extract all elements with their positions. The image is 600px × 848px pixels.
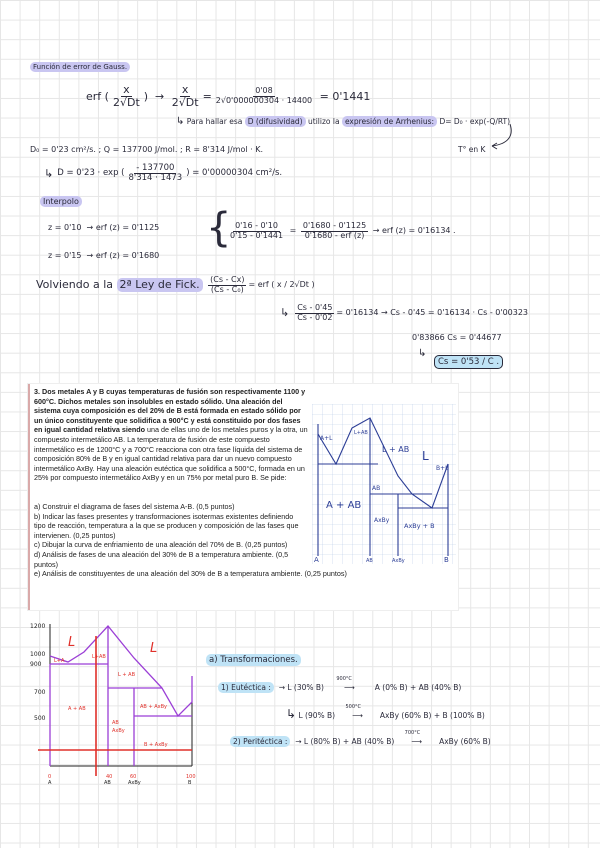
down-arrow: ↳ [418, 348, 427, 359]
pd-x-b: B [444, 556, 449, 564]
problem-number: 3. [34, 387, 40, 396]
fick-sub-fraction: $\frac{Cs - 0'45}{Cs - 0'02}$ [297, 303, 333, 322]
eutectic-label: 1) Eutéctica : [218, 682, 274, 693]
pd-ab-l: L+AB [354, 430, 368, 436]
problem-text [34, 387, 309, 483]
final-answer: Cs = 0'53 / C . [434, 358, 503, 367]
pd-axby: AxBy [374, 517, 390, 524]
region-a-ab: A + AB [68, 706, 86, 712]
problem-text-bold: Dos metales A y B cuyas temperaturas de fusión son respectivamente 1100 y 600°C. Dichos metales son insolubles en estado sólido. Una aleación del sistema cuya composición es del 20% de B está formada en estado sólido por un único constituyente que solidifica a 900°C y está constituido por dos fases en igual cantidad relativa siendo [34, 387, 306, 435]
pd-ab: AB [372, 485, 381, 492]
region-l-a: L+A [54, 658, 65, 664]
question-b: b) Indicar las fases presentes y transformaciones isotermas existentes definiendo tipo de reacción, temperatura a la que se producen y composición de las fases que intervienen. (0,25 puntos) [34, 511, 299, 540]
highlight-fick: 2ª Ley de Fick. [117, 278, 203, 292]
x-name-b: B [188, 780, 192, 786]
pd-liquid: L [422, 449, 429, 463]
calc-fraction: $\frac{- 137700}{8'314 \cdot 1473}$ [128, 163, 183, 184]
constants-line: D₀ = 0'23 cm²/s. ; Q = 137700 J/mol. ; R = 8'314 J/mol · K. [30, 145, 264, 154]
transformation-peritectic: 2) Peritéctica : → L (80% B) + AB (40% B) 700°C ⟶ AxBy (60% B) [230, 738, 491, 746]
problem-phase-diagram [312, 404, 456, 564]
pd-x-axby: AxBy [392, 558, 405, 564]
transformations-title: a) Transformaciones. [206, 656, 301, 665]
y-tick-500: 500 [34, 715, 46, 722]
question-e: e) Análisis de constituyentes de una aleación del 30% de B a temperatura ambiente. (0,25 puntos) [34, 569, 347, 579]
interp-row-1: z = 0'10 → erf (z) = 0'1125 [48, 223, 160, 232]
curved-arrow [480, 120, 520, 150]
fick-equation: Volviendo a la 2ª Ley de Fick. $\frac{(Cs - Cx)}{\text{(Cs - C₀)}}$ = erf ( x / 2√Dt ) [36, 275, 315, 294]
erf-result: = 0'1441 [319, 89, 371, 103]
pd-x-a: A [314, 556, 319, 564]
arrhenius-formula: D= D₀ · exp(-Q/RT) [439, 117, 511, 126]
interp-fraction-1: $\frac{0'16 - 0'10}{0'15 - 0'1441}$ [230, 221, 284, 240]
pd-a-ab: A + AB [326, 500, 362, 511]
fick-substitution: ↳ $\frac{Cs - 0'45}{Cs - 0'02}$ = 0'16134 → Cs - 0'45 = 0'16134 · Cs - 0'00323 [280, 303, 529, 322]
peritectic-label: 2) Peritéctica : [230, 736, 290, 747]
y-tick-1000: 1000 [30, 651, 46, 658]
region-axby: AxBy [112, 728, 125, 734]
pd-b-l: B+L [436, 465, 449, 472]
x-tick-100: 100 [186, 774, 196, 780]
transformation-eutectic-2: ↳ L (90% B) 500°C ⟶ AxBy (60% B) + B (100% B) [286, 704, 485, 721]
transformation-eutectic-1: 1) Eutéctica : → L (30% B) 900°C ⟶ A (0% B) + AB (40% B) [218, 684, 461, 692]
hand-phase-diagram [28, 616, 200, 786]
brace: { [206, 205, 232, 251]
interp-fraction-2: $\frac{0'1680 - 0'1125}{\text{0'1680 - erf (z)}}$ [302, 221, 367, 240]
pd-a-l: A+L [320, 435, 333, 442]
fick-fraction: $\frac{(Cs - Cx)}{\text{(Cs - C₀)}}$ [210, 275, 245, 294]
arrhenius-note: ↳ Para hallar esa D (difusividad) utilizo la expresión de Arrhenius: D= D₀ · exp(-Q/RT) [176, 116, 511, 127]
fraction-3: $\frac{0'08}{2√0'000000304 \cdot 14400}$ [215, 86, 313, 106]
question-d: d) Análisis de fases de una aleación del 30% de B a temperatura ambiente. (0,5 puntos) [34, 549, 289, 569]
region-ab-axby-right: AB + AxBy [140, 704, 167, 710]
diffusivity-calc: ↳ D = 0'23 · exp ( $\frac{- 137700}{8'314 \cdot 1473}$ ) = 0'00000304 cm²/s. [44, 163, 283, 184]
section2-title: Interpolo [40, 198, 82, 207]
x-name-ab: AB [104, 780, 111, 786]
highlight-arrhenius: expresión de Arrhenius: [342, 116, 437, 127]
pd-x-ab: AB [366, 558, 373, 564]
peritectic-temp: 700°C [404, 730, 421, 736]
y-tick-700: 700 [34, 689, 46, 696]
interp-row-2: z = 0'15 → erf (z) = 0'1680 [48, 251, 160, 260]
fick-line-2: 0'83866 Cs = 0'44677 [412, 333, 502, 342]
region-l-ab: L + AB [118, 672, 136, 678]
interp-result: erf (z) = 0'16134 . [381, 225, 456, 235]
pd-l-ab: L + AB [382, 445, 410, 454]
eutectic-temp-2: 500°C [345, 704, 362, 710]
eutectic-temp-1: 900°C [336, 676, 352, 682]
fraction-2: $\frac{x}{2√Dt}$ [171, 83, 199, 110]
region-ab: AB [112, 720, 119, 726]
fraction-1: $\frac{x}{2√Dt}$ [112, 83, 140, 110]
x-tick-60: 60 [130, 774, 137, 780]
x-tick-40: 40 [106, 774, 113, 780]
y-tick-1200: 1200 [30, 623, 46, 630]
x-tick-0: 0 [48, 774, 52, 780]
interp-equation: $\frac{0'16 - 0'10}{0'15 - 0'1441}$ = $\frac{0'1680 - 0'1125}{\text{0'1680 - erf (z)}}$ → erf (z) = 0'16134 . [230, 221, 456, 240]
question-a: a) Construir el diagrama de fases del sistema A-B. (0,5 puntos) [34, 502, 235, 511]
region-l-red: L [68, 635, 76, 650]
section1-title: Función de error de Gauss. [30, 64, 130, 72]
region-l-ab-upper: L+AB [92, 654, 106, 660]
region-l-red-2: L [150, 641, 158, 656]
problem-statement [28, 384, 458, 610]
x-name-a: A [48, 780, 52, 786]
question-c: c) Dibujar la curva de enfriamiento de una aleación del 70% de B. (0,25 puntos) [34, 540, 288, 550]
temperature-note: T° en K [458, 145, 486, 154]
erf-label: erf [86, 89, 102, 103]
highlight-d: D (difusividad) [245, 116, 306, 127]
pd-axby-b: AxBy + B [404, 522, 435, 530]
y-tick-900: 900 [30, 661, 42, 668]
problem-text-normal: una de ellas uno de los metales puros y la otra, un compuesto intermetálico AB. La temperatura de fusión de este compuesto intermetálico es de 1200°C y a 700°C reacciona con otra fase líquida del sistema de composición 80% de B y en igual cantidad relativa para dar un nuevo compuesto intermetálico AxBy. Hay una aleación eutéctica que solidifica a 500°C, formada en un 25% por compuesto intermetálico AxBy y en un 75% por metal puro B. Se pide: [34, 425, 308, 483]
region-b-axby: B + AxBy [144, 742, 168, 748]
erf-equation: erf ( $\frac{x}{2√Dt}$ ) → $\frac{x}{2√Dt}$ = $\frac{0'08}{2√0'000000304 \cdot 14400}$ = 0'1441 [86, 83, 371, 110]
x-name-axby: AxBy [128, 780, 141, 786]
